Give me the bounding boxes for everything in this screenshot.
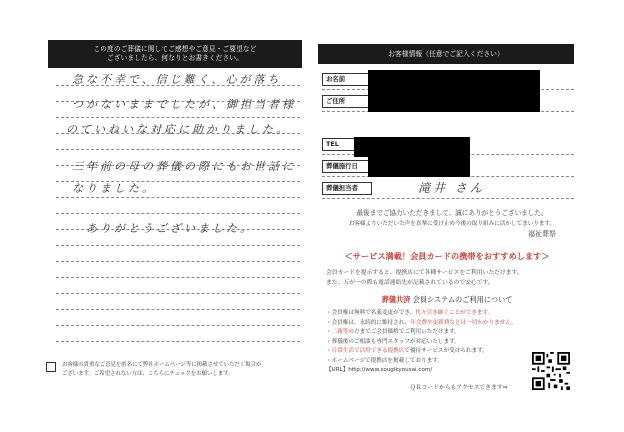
field-address-label: ご住所 — [322, 95, 372, 108]
system-title: 葬儀共済 会員システムのご利用について — [381, 295, 513, 304]
handwriting-line-2: つかないままでしたが、御担当者様 — [72, 98, 296, 111]
qr-caption: ＱＲコードからもアクセスできます⇒ — [410, 385, 508, 391]
handwriting-line-6: ありがとうございました。 — [86, 222, 254, 235]
staff-name-handwriting: 滝井 さん — [418, 181, 485, 195]
handwriting-line-1: 急な不幸で、信じ難く、心が落ち — [72, 73, 282, 86]
service-title: ＜サービス満載！会員カードの携帯をおすすめします＞ — [344, 251, 550, 261]
service-description: 会員カードを提示すると、提携店にて各種サービスをご利用いただけます。 また、万が一の際も電話連絡先が記載されているので安心です。 — [326, 270, 523, 286]
field-tel-row — [322, 135, 574, 155]
redacted-tel — [354, 137, 470, 157]
field-date-row — [322, 157, 574, 177]
comment-header-line1: この度のご葬儀に関してご感想やご意見・ご要望など — [93, 45, 257, 53]
handwriting-line-5: なりました。 — [72, 182, 156, 195]
member-benefits-list — [326, 309, 536, 376]
handwriting-line-3: のていねいな対応に助かりました。 — [66, 123, 290, 136]
redacted-date — [368, 157, 470, 177]
redacted-address — [368, 90, 540, 112]
handwriting-line-4: 三年前の母の葬儀の際にもお世話に — [72, 160, 296, 173]
optout-checkbox[interactable] — [46, 362, 56, 372]
field-staff-label: 葬儀担当者 — [322, 182, 372, 195]
comment-header-line2: ございましたら、何なりとお書きください。 — [107, 54, 243, 62]
field-date-label: 葬儀施行日 — [322, 160, 372, 173]
field-address-row — [322, 92, 574, 112]
comment-header — [48, 40, 302, 68]
thanks-message: 最後までご協力いただきまして、誠にありがとうございました。 お客様よりいただいた声を真摯に受け止め今後の取り組みに活かしてまいります。 — [348, 209, 556, 227]
field-tel-label: TEL — [322, 138, 372, 151]
list-item: ・葬儀後のご相談も専門スタッフが対応いたします。 — [326, 338, 460, 345]
company-signature: 福祉葬祭 — [528, 230, 556, 238]
list-item: ・ホームページで提携店を掲載しております。 — [326, 357, 443, 364]
list-item: ・会員権は無料で名義変更ができ、代々引き継ぐことができます。 — [326, 310, 494, 316]
website-url[interactable]: 【URL】http://www.sougikyousai.com/ — [326, 367, 433, 373]
field-name-label: お名前 — [322, 73, 372, 86]
field-staff-row — [322, 179, 574, 199]
list-item: ・日常生活で活用できる提携店で優待サービスが受けられます。 — [326, 348, 488, 354]
redacted-name — [368, 70, 540, 90]
qr-code-icon[interactable] — [532, 352, 570, 390]
list-item: ・二親等の方までご会員価格でご利用いただけます。 — [326, 329, 460, 335]
list-item: ・会員権は、永続的に維持され、年会費や更新費などは一切かかりません。 — [326, 319, 517, 326]
field-name-row — [322, 70, 574, 90]
customer-info-header: お客様情報（任意でご記入ください） — [318, 44, 574, 64]
optout-text: お客様の貴重なご意見を匿名にて弊社ホームページ等に掲載させていただく場合が ございます。ご希望されない方は、こちらにチェックをお願いします。 — [62, 362, 262, 377]
